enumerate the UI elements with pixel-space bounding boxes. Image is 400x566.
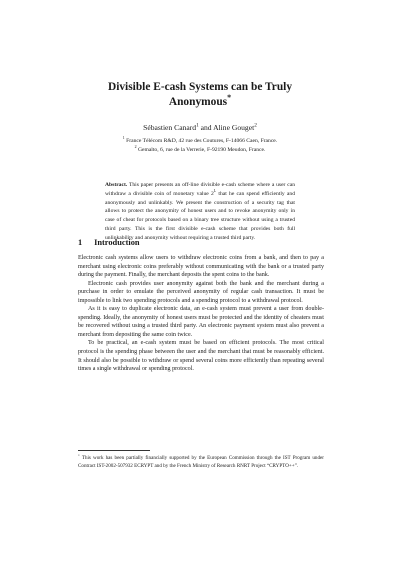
- paper-title-line-1: [60, 80, 340, 95]
- abstract-label: Abstract.: [105, 182, 128, 188]
- paragraph-2: Electronic cash provides user anonymity against both the bank and the merchant during a purchase in order to emulate the perceived anonymity of regular cash transaction. It must be impossible to link two spending protocols and a spending protocol to a withdrawal protocol.: [78, 280, 324, 304]
- affiliations: [80, 137, 320, 154]
- author-conjunction: and: [200, 123, 212, 132]
- affiliation-1-text: France Télécom R&D, 42 rue des Coutures, F-14066 Caen, France.: [126, 138, 278, 144]
- section-title: Introduction: [94, 238, 140, 247]
- abstract-exponent: L: [213, 188, 217, 193]
- affiliation-2: [80, 146, 320, 155]
- footnote-text: This work has been partially financially supported by the European Commission through the IST Program under Contract IST-2002-507932 ECRYPT and by the French Ministry of Research RNRT Project “CRYPTO++”.: [78, 455, 324, 469]
- affiliation-1: [80, 137, 320, 146]
- author-1-affil-mark: 1: [196, 122, 199, 129]
- abstract-text-after: that he can spend efficiently and anonymously and unlinkably. We present the construction of a security tag that allows to protect the anonymity of honest users and to revoke anonymity only in case of cheat for protocols based on a binary tree structure without using a trusted third party. This is the first divisible e-cash scheme that provides both full unlinkability and anonymity without requiring a trusted third party.: [105, 190, 295, 241]
- section-number: 1: [78, 238, 83, 247]
- paragraph-1: Electronic cash systems allow users to withdraw electronic coins from a bank, and then to pay a merchant using electronic coins preferably without communicating with the bank or a trusted party during the payment. Finally, the merchant deposits the spent coins to the bank.: [78, 255, 324, 279]
- affiliation-2-mark: 2: [134, 144, 137, 149]
- abstract: [105, 181, 295, 243]
- paragraph-3: As it is easy to duplicate electronic data, an e-cash system must prevent a user from double-spending. Ideally, the anonymity of honest users must be protected and the identity of cheaters must be recovered without using a trusted third party. An electronic payment system must also prevent a merchant from depositing the same coin twice.: [78, 306, 324, 338]
- affiliation-2-text: Gemalto, 6, rue de la Verrerie, F-92190 Meudon, France.: [137, 146, 266, 153]
- paper-title-text-1: Divisible E-cash Systems can be Truly: [107, 81, 293, 93]
- paper-title-text-2: Anonymous: [168, 96, 228, 108]
- section-heading: [78, 238, 140, 247]
- title-footnote-mark: *: [227, 93, 232, 103]
- footnote-rule: [78, 450, 150, 451]
- author-list: [60, 123, 340, 132]
- author-2: Aline Gouget: [213, 123, 255, 132]
- section-body: [78, 254, 324, 374]
- paper-title-line-2: [60, 95, 340, 110]
- footnote-mark: *: [78, 453, 80, 458]
- author-2-affil-mark: 2: [254, 122, 257, 129]
- author-1: Sébastien Canard: [143, 123, 197, 132]
- paragraph-4: To be practical, an e-cash system must be based on efficient protocols. The most critical protocol is the spending phase between the user and the merchant that must be reasonably efficient. It should also be possible to withdraw or spend several coins more efficiently than repeating several times a single withdrawal or spending protocol.: [78, 340, 324, 373]
- affiliation-1-mark: 1: [122, 136, 125, 141]
- footnote: [78, 455, 324, 470]
- abstract-text-before: This paper presents an off-line divisible e-cash scheme where a user can withdraw a divisible coin of monetary value 2: [105, 182, 295, 197]
